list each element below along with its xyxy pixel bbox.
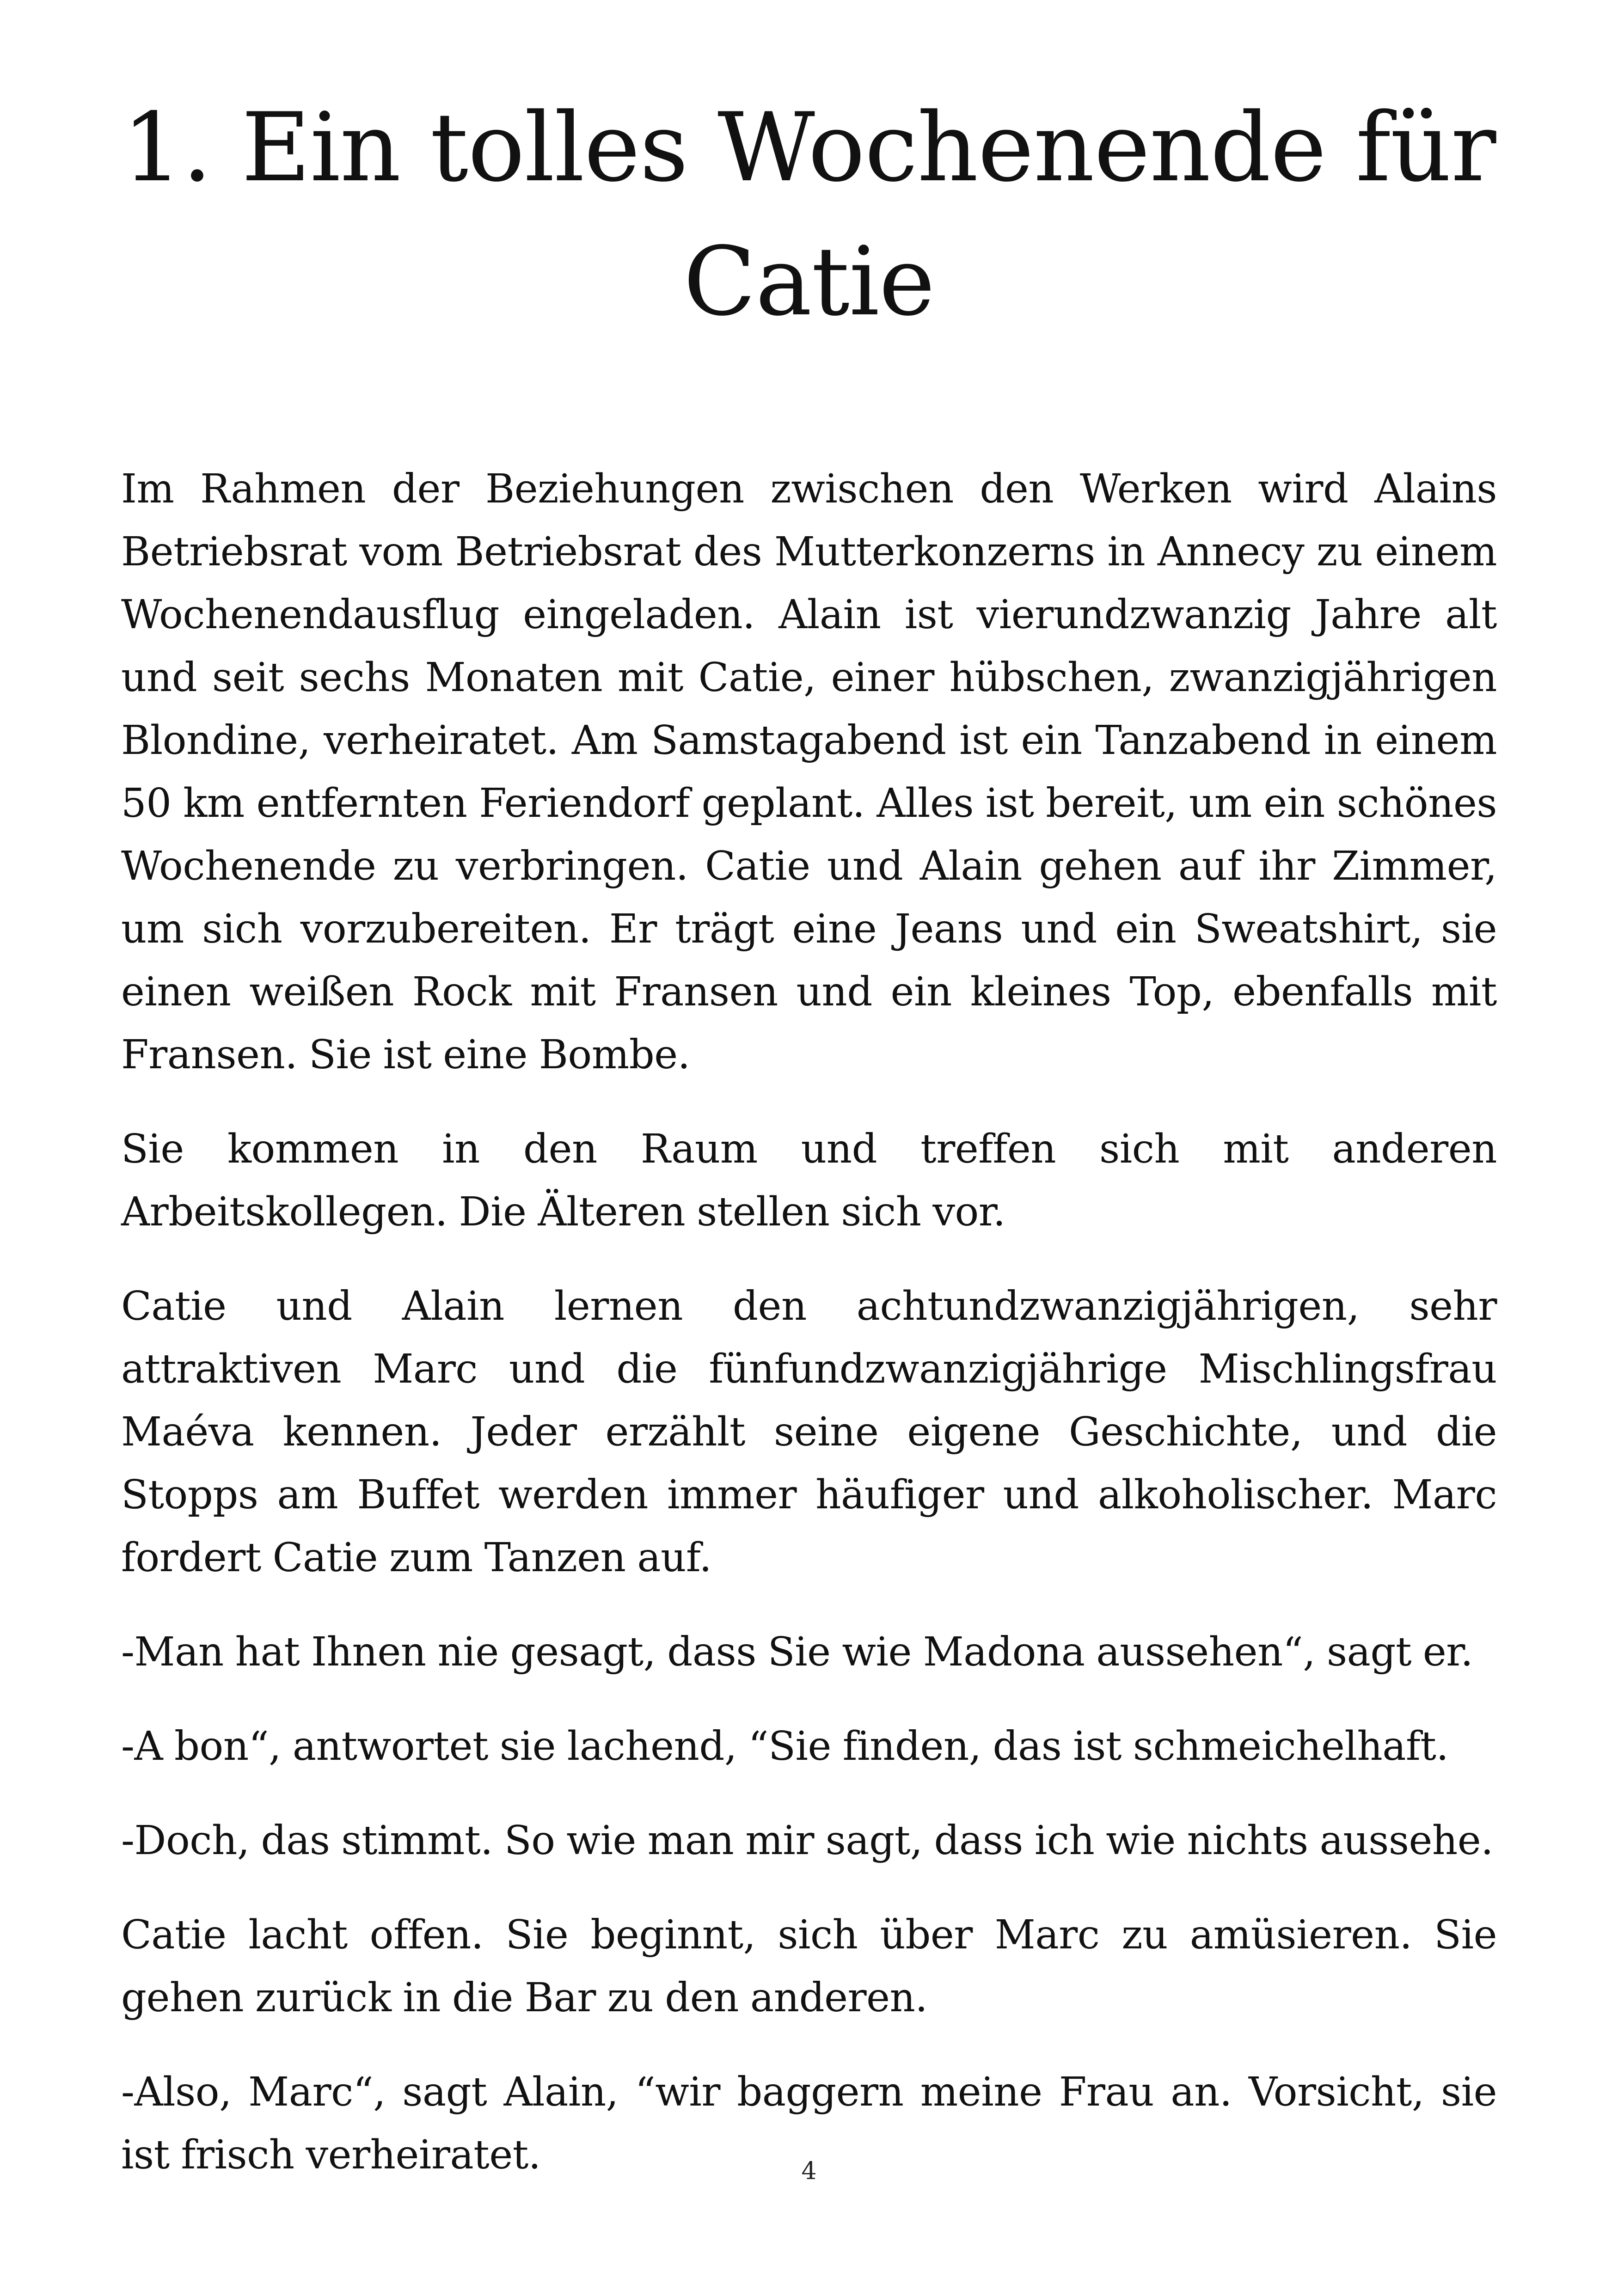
dialogue-line: -Also, Marc“, sagt Alain, “wir baggern meine Frau an. Vorsicht, sie ist frisch verheiratet. — [121, 2069, 1497, 2178]
paragraph-meeting: Catie und Alain lernen den achtundzwanzigjährigen, sehr attraktiven Marc und die fünfundzwanzigjährige Mischlingsfrau Maéva kennen. Jeder erzählt seine eigene Geschichte, und die Stopps am Buffet werden immer häufiger und alkoholischer. Marc fordert Catie zum Tanzen auf. — [121, 1283, 1497, 1581]
dialogue-line: -Man hat Ihnen nie gesagt, dass Sie wie Madona aussehen“, sagt er. — [121, 1629, 1473, 1675]
page-number: 4 — [801, 2157, 817, 2185]
paragraph-bar: Catie lacht offen. Sie beginnt, sich über Marc zu amüsieren. Sie gehen zurück in die Bar zu den anderen. — [121, 1912, 1497, 2021]
dialogue-line: -A bon“, antwortet sie lachend, “Sie finden, das ist schmeichelhaft. — [121, 1723, 1449, 1769]
chapter-title-line-2: Catie — [683, 227, 935, 337]
paragraph-intro: Im Rahmen der Beziehungen zwischen den Werken wird Alains Betriebsrat vom Betriebsrat des Mutterkonzerns in Annecy zu einem Wochenendausflug eingeladen. Alain ist vierundzwanzig Jahre alt und seit sechs Monaten mit Catie, einer hübschen, zwanzigjährigen Blondine, verheiratet. Am Samstagabend ist ein Tanzabend in einem 50 km entfernten Feriendorf geplant. Alles ist bereit, um ein schönes Wochenende zu verbringen. Catie und Alain gehen auf ihr Zimmer, um sich vorzubereiten. Er trägt eine Jeans und ein Sweatshirt, sie einen weißen Rock mit Fransen und ein kleines Top, ebenfalls mit Fransen. Sie ist eine Bombe. — [121, 466, 1497, 1078]
chapter-title-line-1: 1. Ein tolles Wochenende für — [122, 93, 1496, 203]
paragraph-arrival: Sie kommen in den Raum und treffen sich mit anderen Arbeitskollegen. Die Älteren stellen sich vor. — [121, 1126, 1497, 1235]
body-text — [121, 458, 1497, 2218]
chapter-title — [121, 81, 1497, 349]
dialogue-line: -Doch, das stimmt. So wie man mir sagt, dass ich wie nichts aussehe. — [121, 1818, 1494, 1864]
